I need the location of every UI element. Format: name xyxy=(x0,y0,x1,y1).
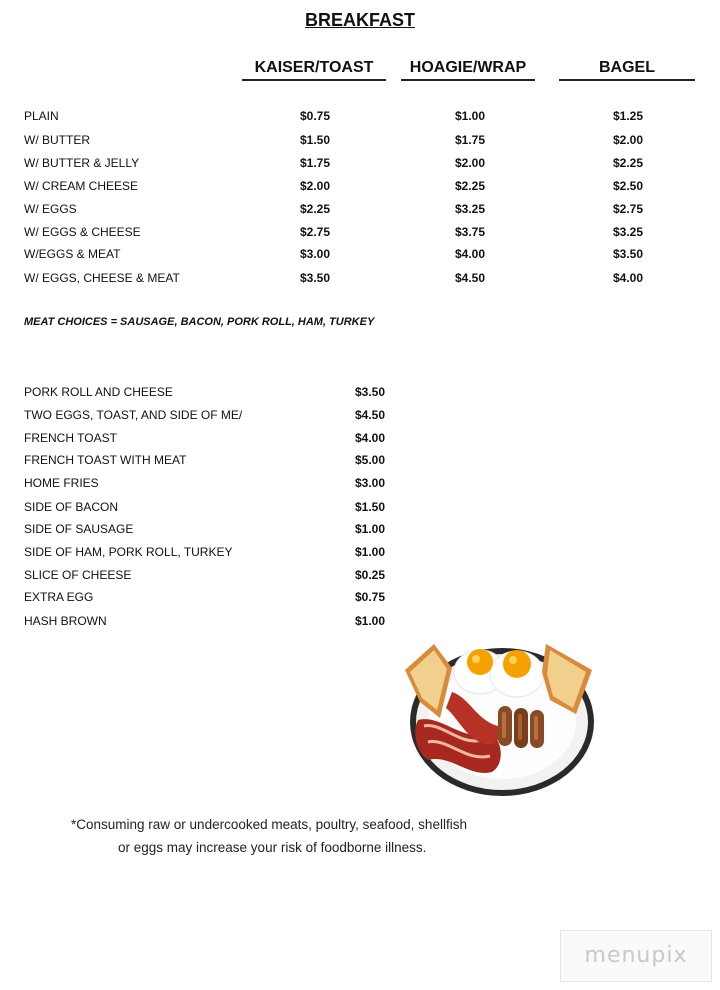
price-bagel: $3.25 xyxy=(612,225,644,239)
item-price: $5.00 xyxy=(354,453,386,467)
disclaimer-line-1: *Consuming raw or undercooked meats, poultry, seafood, shellfish xyxy=(71,817,467,832)
menu-item-row xyxy=(0,611,720,631)
item-price: $0.75 xyxy=(354,590,386,604)
price-kaiser-toast: $3.00 xyxy=(299,247,331,261)
item-price: $4.00 xyxy=(354,431,386,445)
menu-item-row xyxy=(0,473,720,493)
item-name: HOME FRIES xyxy=(24,476,99,490)
price-kaiser-toast: $1.75 xyxy=(299,156,331,170)
menu-item-row xyxy=(0,405,720,425)
menu-item-row xyxy=(0,450,720,470)
sandwich-row xyxy=(0,222,720,242)
price-kaiser-toast: $2.25 xyxy=(299,202,331,216)
item-price: $1.50 xyxy=(354,500,386,514)
price-hoagie-wrap: $2.00 xyxy=(454,156,486,170)
item-name: SIDE OF BACON xyxy=(24,500,119,514)
menu-item-row xyxy=(0,428,720,448)
price-hoagie-wrap: $3.75 xyxy=(454,225,486,239)
sandwich-row xyxy=(0,268,720,288)
price-kaiser-toast: $2.00 xyxy=(299,179,331,193)
menu-item-row xyxy=(0,497,720,517)
column-header-bagel: BAGEL xyxy=(559,59,695,81)
price-hoagie-wrap: $3.25 xyxy=(454,202,486,216)
menu-item-row xyxy=(0,519,720,539)
price-kaiser-toast: $0.75 xyxy=(299,109,331,123)
price-kaiser-toast: $2.75 xyxy=(299,225,331,239)
price-bagel: $2.50 xyxy=(612,179,644,193)
item-name: W/ CREAM CHEESE xyxy=(24,179,139,193)
item-price: $1.00 xyxy=(354,522,386,536)
menu-item-row xyxy=(0,587,720,607)
item-price: $3.50 xyxy=(354,385,386,399)
item-name: W/ EGGS & CHEESE xyxy=(24,225,141,239)
item-name: PLAIN xyxy=(24,109,59,123)
item-price: $1.00 xyxy=(354,614,386,628)
item-name: SLICE OF CHEESE xyxy=(24,568,132,582)
item-name: W/EGGS & MEAT xyxy=(24,247,121,261)
item-price: $3.00 xyxy=(354,476,386,490)
watermark-logo: menupix xyxy=(560,930,712,982)
item-price: $0.25 xyxy=(354,568,386,582)
price-kaiser-toast: $1.50 xyxy=(299,133,331,147)
menu-title xyxy=(0,10,720,31)
sandwich-row xyxy=(0,199,720,219)
item-name: W/ EGGS xyxy=(24,202,77,216)
menu-item-row xyxy=(0,565,720,585)
item-name: EXTRA EGG xyxy=(24,590,94,604)
menu-item-row xyxy=(0,542,720,562)
item-name: W/ BUTTER xyxy=(24,133,90,147)
price-bagel: $4.00 xyxy=(612,271,644,285)
price-hoagie-wrap: $1.75 xyxy=(454,133,486,147)
sandwich-row xyxy=(0,244,720,264)
item-price: $4.50 xyxy=(354,408,386,422)
price-bagel: $1.25 xyxy=(612,109,644,123)
price-bagel: $2.00 xyxy=(612,133,644,147)
price-hoagie-wrap: $4.50 xyxy=(454,271,486,285)
sandwich-row xyxy=(0,106,720,126)
price-hoagie-wrap: $2.25 xyxy=(454,179,486,193)
disclaimer-line-2: or eggs may increase your risk of foodborne illness. xyxy=(118,840,427,855)
sandwich-row xyxy=(0,176,720,196)
price-kaiser-toast: $3.50 xyxy=(299,271,331,285)
item-name: TWO EGGS, TOAST, AND SIDE OF ME/ xyxy=(24,408,243,422)
price-hoagie-wrap: $1.00 xyxy=(454,109,486,123)
item-name: SIDE OF SAUSAGE xyxy=(24,522,134,536)
item-name: PORK ROLL AND CHEESE xyxy=(24,385,173,399)
price-hoagie-wrap: $4.00 xyxy=(454,247,486,261)
item-name: SIDE OF HAM, PORK ROLL, TURKEY xyxy=(24,545,233,559)
item-name: FRENCH TOAST xyxy=(24,431,117,445)
price-bagel: $2.75 xyxy=(612,202,644,216)
item-name: W/ BUTTER & JELLY xyxy=(24,156,140,170)
meat-choices-note: MEAT CHOICES = SAUSAGE, BACON, PORK ROLL, HAM, TURKEY xyxy=(24,316,375,328)
item-name: FRENCH TOAST WITH MEAT xyxy=(24,453,187,467)
menu-item-row xyxy=(0,382,720,402)
column-header-kaiser-toast: KAISER/TOAST xyxy=(242,59,386,81)
column-header-hoagie-wrap: HOAGIE/WRAP xyxy=(401,59,535,81)
sandwich-row xyxy=(0,153,720,173)
price-bagel: $3.50 xyxy=(612,247,644,261)
item-name: W/ EGGS, CHEESE & MEAT xyxy=(24,271,180,285)
menu-title-text: BREAKFAST xyxy=(304,10,415,30)
sandwich-row xyxy=(0,130,720,150)
price-bagel: $2.25 xyxy=(612,156,644,170)
breakfast-plate-image xyxy=(400,622,600,797)
item-price: $1.00 xyxy=(354,545,386,559)
item-name: HASH BROWN xyxy=(24,614,107,628)
